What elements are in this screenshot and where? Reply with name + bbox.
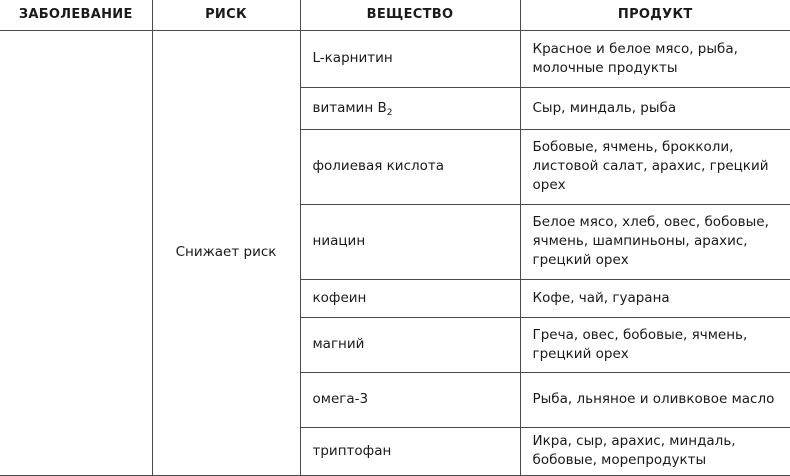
substance-cell: магний — [300, 317, 520, 372]
substance-cell: L-карнитин — [300, 30, 520, 87]
header-row — [0, 0, 790, 30]
product-cell: Сыр, миндаль, рыба — [520, 87, 790, 129]
substance-cell: ниацин — [300, 204, 520, 279]
product-cell: Кофе, чай, гуарана — [520, 279, 790, 317]
product-cell: Греча, овес, бобовые, ячмень, грецкий орех — [520, 317, 790, 372]
table-row — [0, 30, 790, 87]
substance-cell: омега-3 — [300, 372, 520, 427]
substance-cell — [300, 87, 520, 129]
header-substance: ВЕЩЕСТВО — [300, 0, 520, 30]
product-cell: Белое мясо, хлеб, овес, бобовые, ячмень, шампиньоны, арахис, грецкий орех — [520, 204, 790, 279]
risk-cell: Снижает риск — [152, 30, 300, 475]
disease-cell — [0, 30, 152, 475]
header-risk: РИСК — [152, 0, 300, 30]
header-disease: ЗАБОЛЕВАНИЕ — [0, 0, 152, 30]
substance-subscript: 2 — [386, 107, 393, 118]
product-cell: Икра, сыр, арахис, миндаль, бобовые, морепродукты — [520, 427, 790, 475]
product-cell: Рыба, льняное и оливковое масло — [520, 372, 790, 427]
header-product: ПРОДУКТ — [520, 0, 790, 30]
product-cell: Бобовые, ячмень, брокколи, листовой салат, арахис, грецкий орех — [520, 129, 790, 204]
substance-text: витамин B — [312, 99, 387, 116]
product-cell: Красное и белое мясо, рыба, молочные продукты — [520, 30, 790, 87]
substance-cell: кофеин — [300, 279, 520, 317]
substance-cell: фолиевая кислота — [300, 129, 520, 204]
substance-cell: триптофан — [300, 427, 520, 475]
